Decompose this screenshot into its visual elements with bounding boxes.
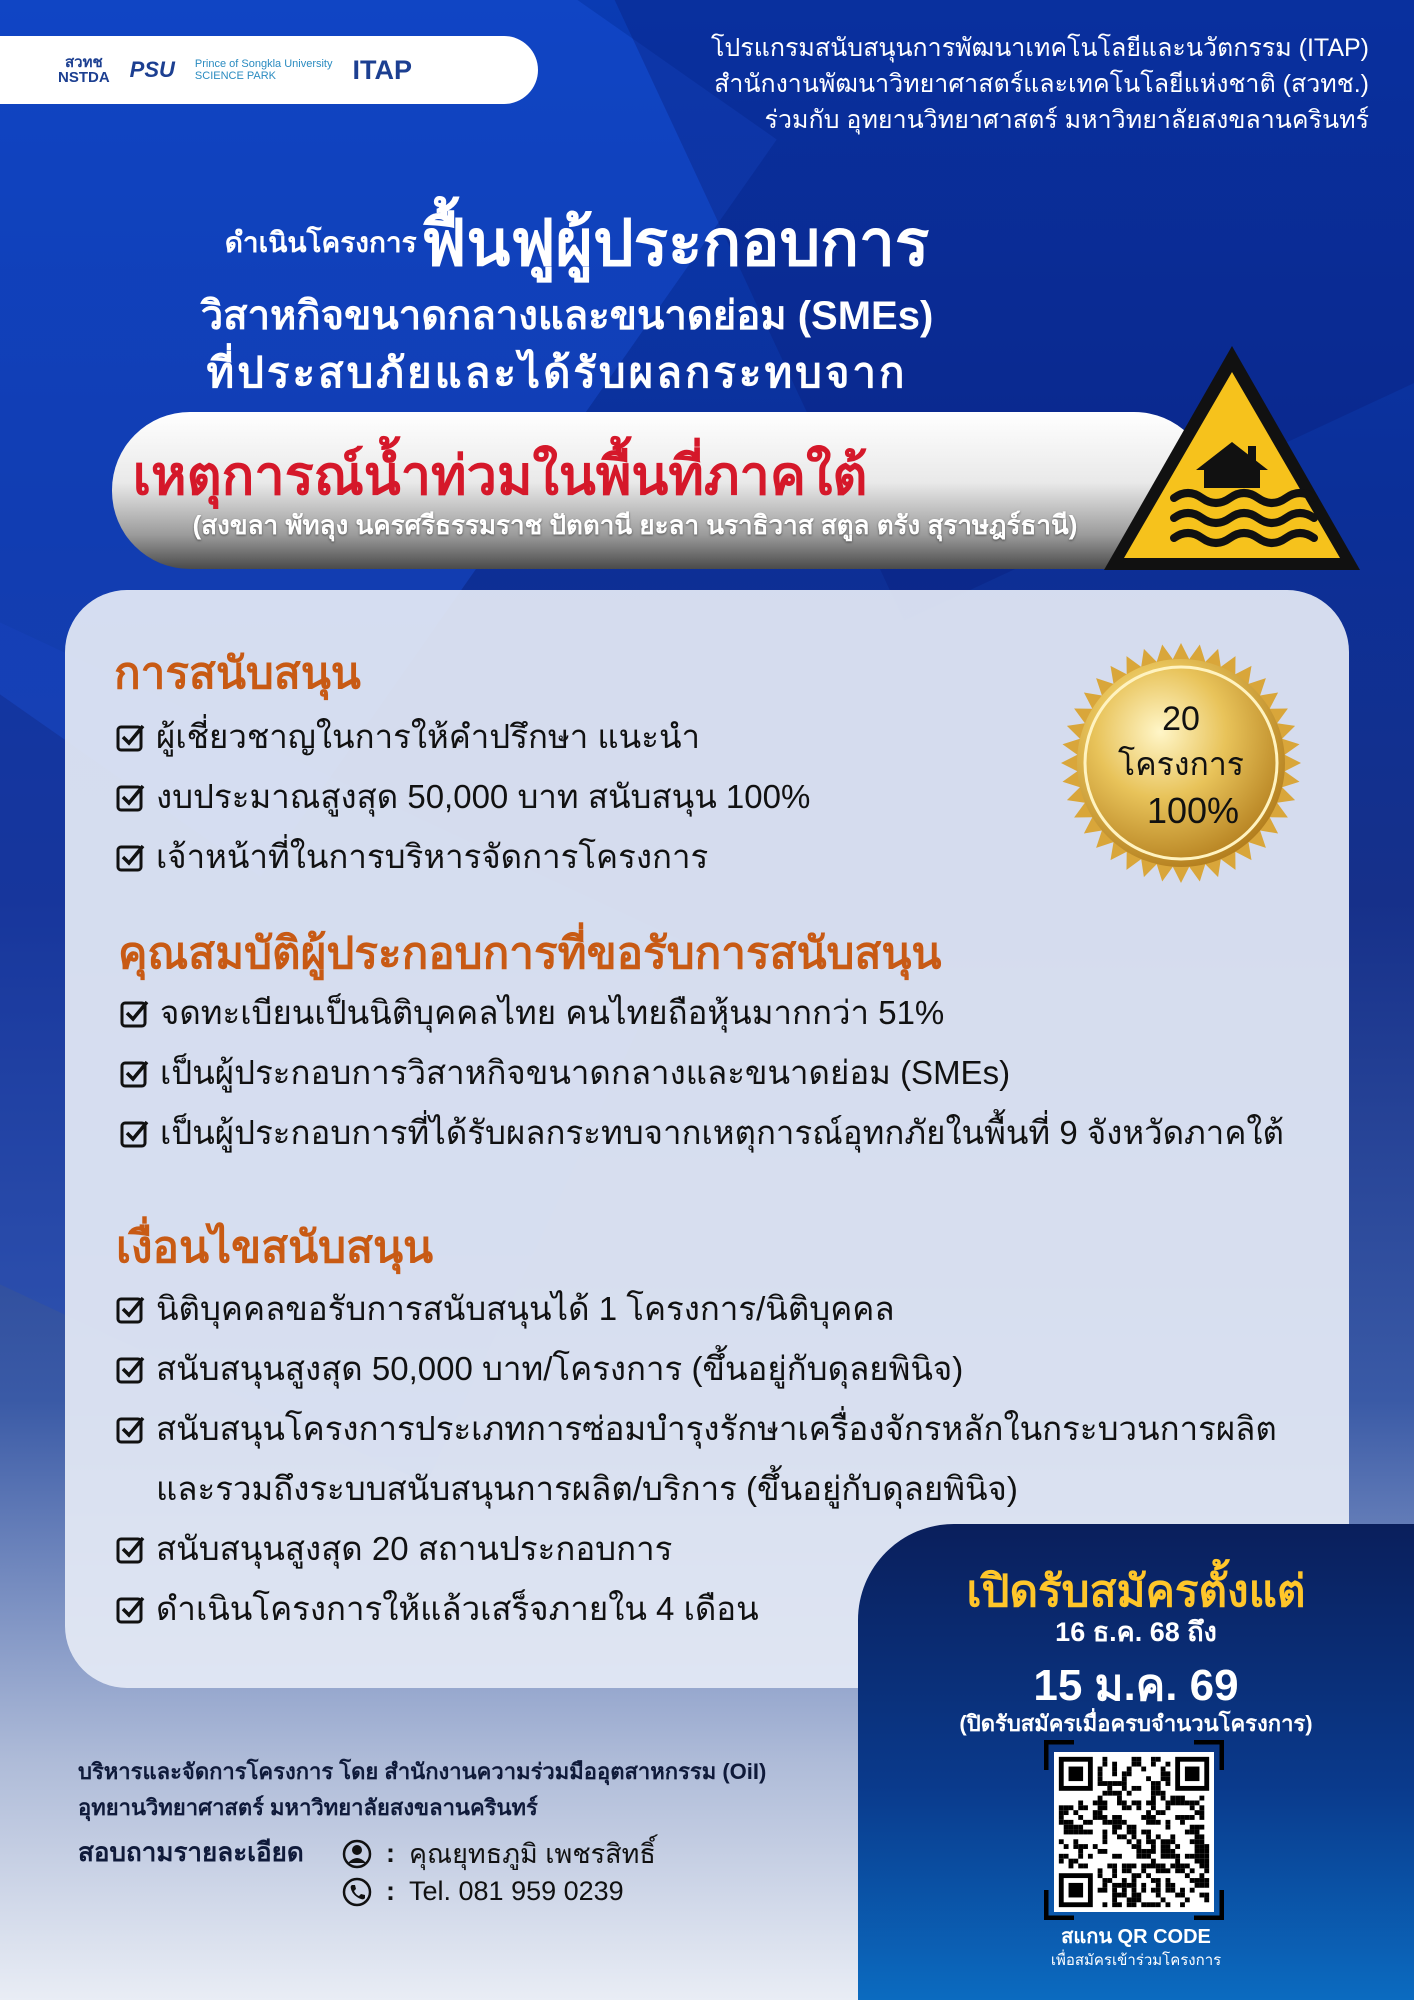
banner-title: เหตุการณ์น้ำท่วมในพื้นที่ภาคใต้ xyxy=(132,446,868,506)
seal-percent: 100% xyxy=(1146,790,1240,831)
checkbox-icon xyxy=(116,722,146,752)
support-item-text: งบประมาณสูงสุด 50,000 บาท สนับสนุน 100% xyxy=(156,778,811,815)
qualification-item xyxy=(120,1046,1010,1099)
phone-icon xyxy=(342,1877,372,1907)
condition-item xyxy=(116,1522,672,1575)
headline-prefix: ดำเนินโครงการ xyxy=(224,227,417,258)
qr-sublabel: เพื่อสมัครเข้าร่วมโครงการ xyxy=(1050,1952,1222,1969)
checkbox-icon xyxy=(116,1354,146,1384)
contact-person xyxy=(342,1832,656,1875)
condition-item xyxy=(116,1582,759,1635)
nstda-logo-en: NSTDA xyxy=(58,69,110,86)
banner-provinces: (สงขลา พัทลุง นครศรีธรรมราช ปัตตานี ยะลา นราธิวาส สตูล ตรัง สุราษฎร์ธานี) xyxy=(192,510,1078,540)
psu-logo: PSU xyxy=(129,57,175,82)
registration-from: 16 ธ.ค. 68 ถึง xyxy=(1055,1617,1217,1647)
condition-item-text: และรวมถึงระบบสนับสนุนการผลิต/บริการ (ขึ้นอยู่กับดุลยพินิจ) xyxy=(156,1470,1018,1507)
contact-phone xyxy=(342,1876,624,1907)
condition-item xyxy=(116,1402,1277,1455)
condition-item-text: สนับสนุนโครงการประเภทการซ่อมบำรุงรักษาเครื่องจักรหลักในกระบวนการผลิต xyxy=(156,1410,1277,1447)
condition-item-continuation xyxy=(156,1462,1018,1515)
seal-unit: โครงการ xyxy=(1118,746,1244,782)
itap-logo: ITAP xyxy=(352,54,412,85)
checkbox-icon xyxy=(116,782,146,812)
support-item xyxy=(116,830,708,883)
science-park-logo-line2: SCIENCE PARK xyxy=(194,70,277,82)
checkbox-icon xyxy=(116,842,146,872)
headline-line3: ที่ประสบภัยและได้รับผลกระทบจาก xyxy=(206,349,908,396)
science-park-logo xyxy=(195,58,333,82)
qualification-item-text: จดทะเบียนเป็นนิติบุคคลไทย คนไทยถือหุ้นมากกว่า 51% xyxy=(160,994,945,1031)
qualification-item xyxy=(120,986,944,1039)
nstda-logo-th: สวทช xyxy=(65,54,103,71)
support-title: การสนับสนุน xyxy=(114,649,361,698)
seal-number: 20 xyxy=(1162,700,1200,738)
seal-text xyxy=(1058,640,1304,886)
registration-title: เปิดรับสมัครตั้งแต่ xyxy=(966,1567,1306,1616)
logo-bar xyxy=(0,36,538,104)
footer-manager-line: บริหารและจัดการโครงการ โดย สำนักงานความร่วมมืออุตสาหกรรม (OiI) xyxy=(78,1759,767,1784)
qr-label: สแกน QR CODE xyxy=(1061,1926,1211,1948)
qr-code[interactable] xyxy=(1054,1752,1214,1912)
contact-phone-number[interactable]: Tel. 081 959 0239 xyxy=(409,1876,624,1906)
condition-item-text: สนับสนุนสูงสุด 50,000 บาท/โครงการ (ขึ้นอยู่กับดุลยพินิจ) xyxy=(156,1350,964,1387)
contact-colon: : xyxy=(386,1838,395,1868)
qualification-item xyxy=(120,1106,1284,1159)
condition-item-text: นิติบุคคลขอรับการสนับสนุนได้ 1 โครงการ/นิติบุคคล xyxy=(156,1290,895,1327)
person-icon xyxy=(342,1839,372,1869)
headline-line2: วิสาหกิจขนาดกลางและขนาดย่อม (SMEs) xyxy=(200,294,934,338)
support-item-text: เจ้าหน้าที่ในการบริหารจัดการโครงการ xyxy=(156,838,709,875)
org-line: โปรแกรมสนับสนุนการพัฒนาเทคโนโลยีและนวัตกรรม (ITAP) xyxy=(711,34,1369,62)
checkbox-icon xyxy=(116,1414,146,1444)
flood-warning-icon xyxy=(1096,338,1368,578)
qualifications-title: คุณสมบัติผู้ประกอบการที่ขอรับการสนับสนุน xyxy=(118,929,942,978)
qualification-item-text: เป็นผู้ประกอบการวิสาหกิจขนาดกลางและขนาดย่อม (SMEs) xyxy=(160,1054,1011,1091)
conditions-title: เงื่อนไขสนับสนุน xyxy=(116,1223,434,1272)
contact-name: คุณยุทธภูมิ เพชรสิทธิ์ xyxy=(409,1839,656,1869)
condition-item xyxy=(116,1342,963,1395)
contact-colon: : xyxy=(386,1876,395,1906)
checkbox-icon xyxy=(116,1294,146,1324)
registration-to: 15 ม.ค. 69 xyxy=(1033,1661,1239,1710)
support-item xyxy=(116,710,700,763)
registration-note: (ปิดรับสมัครเมื่อครบจำนวนโครงการ) xyxy=(959,1711,1313,1736)
org-line: สำนักงานพัฒนาวิทยาศาสตร์และเทคโนโลยีแห่งชาติ (สวทช.) xyxy=(714,70,1369,98)
org-line: ร่วมกับ อุทยานวิทยาศาสตร์ มหาวิทยาลัยสงขลานครินทร์ xyxy=(764,106,1369,134)
condition-item-text: สนับสนุนสูงสุด 20 สถานประกอบการ xyxy=(156,1530,673,1567)
footer-park-line: อุทยานวิทยาศาสตร์ มหาวิทยาลัยสงขลานครินทร์ xyxy=(78,1795,538,1820)
science-park-logo-line1: Prince of Songkla University xyxy=(194,58,333,70)
contact-label: สอบถามรายละเอียด xyxy=(78,1837,304,1867)
organization-lines xyxy=(711,30,1369,138)
support-item xyxy=(116,770,810,823)
nstda-logo xyxy=(58,55,110,85)
checkbox-icon xyxy=(116,1534,146,1564)
checkbox-icon xyxy=(120,998,150,1028)
checkbox-icon xyxy=(116,1594,146,1624)
condition-item xyxy=(116,1282,895,1335)
headline-main: ฟื้นฟูผู้ประกอบการ xyxy=(421,207,930,279)
checkbox-icon xyxy=(120,1118,150,1148)
condition-item-text: ดำเนินโครงการให้แล้วเสร็จภายใน 4 เดือน xyxy=(156,1590,759,1627)
qualification-item-text: เป็นผู้ประกอบการที่ได้รับผลกระทบจากเหตุการณ์อุทกภัยในพื้นที่ 9 จังหวัดภาคใต้ xyxy=(160,1114,1284,1151)
checkbox-icon xyxy=(120,1058,150,1088)
headline-line1 xyxy=(0,192,1284,294)
support-item-text: ผู้เชี่ยวชาญในการให้คำปรึกษา แนะนำ xyxy=(156,718,701,755)
